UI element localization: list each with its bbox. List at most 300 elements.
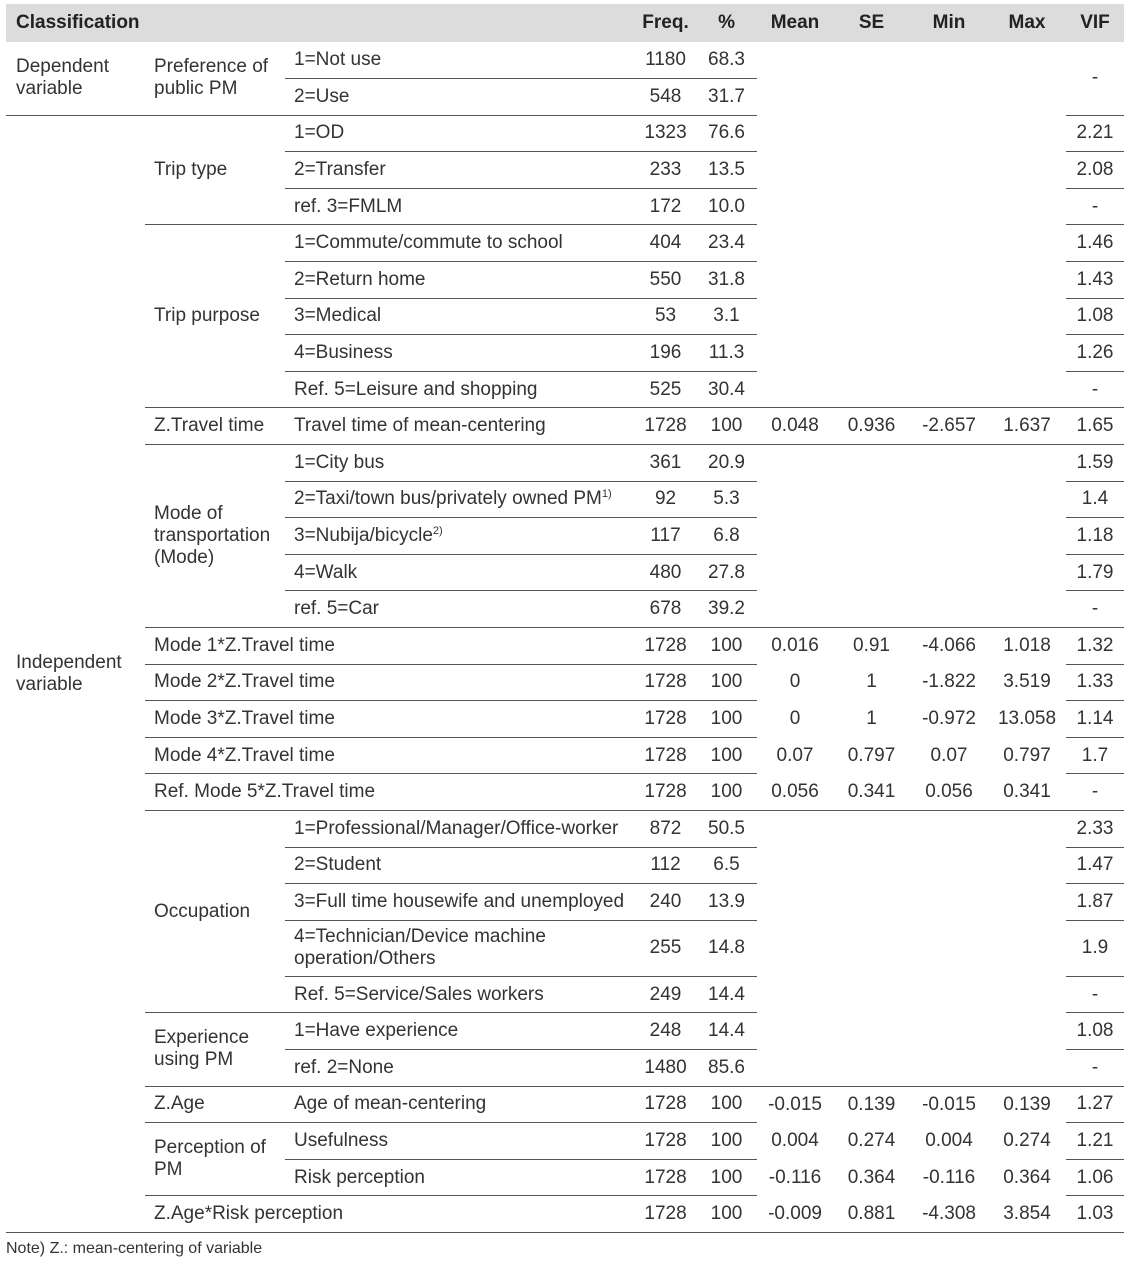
cell-min: -1.822 — [922, 671, 976, 693]
cell-max: 3.854 — [988, 1196, 1066, 1233]
cell-se — [833, 847, 910, 884]
header-freq: Freq. — [635, 4, 696, 42]
cell-max — [988, 262, 1066, 299]
cell-vif: 2.08 — [1066, 152, 1124, 189]
cell-se — [833, 445, 910, 482]
cell-min — [910, 884, 988, 921]
level-text: 1=Not use — [294, 49, 382, 71]
cell-vif: - — [1066, 774, 1124, 811]
cell-vif: - — [1066, 976, 1124, 1013]
header-classification: Classification — [6, 4, 635, 42]
cell-se: 1 — [866, 671, 877, 693]
cell-se: 0.341 — [833, 774, 910, 811]
cell-freq: 1728 — [635, 628, 696, 665]
level-text: 4=Business — [294, 342, 393, 364]
cell-max — [988, 445, 1066, 482]
level-text: 2=Return home — [294, 268, 426, 290]
level-text: 1=Have experience — [294, 1020, 459, 1042]
variable-name: Preference of public PM — [145, 42, 285, 115]
cell-min — [910, 554, 988, 591]
cell-freq: 1728 — [635, 664, 696, 701]
cell-pct: 14.4 — [696, 976, 757, 1013]
level-text: 2=Transfer — [294, 159, 386, 181]
cell-vif: 1.08 — [1066, 1013, 1124, 1050]
header-min: Min — [910, 4, 988, 42]
cell-vif: 1.03 — [1066, 1196, 1124, 1233]
cell-min — [910, 298, 988, 335]
cell-freq: 550 — [635, 262, 696, 299]
cell-vif: - — [1066, 371, 1124, 408]
cell-freq: 92 — [635, 481, 696, 518]
level-text: 2=Taxi/town bus/privately owned PM — [294, 488, 602, 510]
cell-pct: 100 — [696, 737, 757, 774]
group-independent: Independent variable — [6, 115, 145, 1232]
cell-mean: 0 — [789, 671, 801, 693]
cell-min: -2.657 — [910, 408, 988, 445]
level-label — [285, 188, 635, 225]
cell-min — [910, 920, 988, 976]
cell-max — [988, 481, 1066, 518]
cell-max: 0.797 — [1003, 744, 1051, 766]
cell-max — [988, 42, 1066, 79]
cell-vif: 1.46 — [1066, 225, 1124, 262]
cell-mean — [757, 371, 833, 408]
variable-name: Trip purpose — [145, 225, 285, 408]
variable-name: Mode 4*Z.Travel time — [145, 737, 635, 774]
cell-max: 0.364 — [1003, 1166, 1051, 1188]
cell-se — [833, 262, 910, 299]
header-mean: Mean — [757, 4, 833, 42]
cell-se — [833, 115, 910, 152]
cell-pct: 100 — [696, 628, 757, 665]
table-row — [6, 408, 1124, 445]
cell-min: 0.004 — [925, 1129, 973, 1151]
variable-name: Z.Age*Risk perception — [145, 1196, 635, 1233]
level-label — [285, 518, 635, 555]
cell-se: 0.364 — [847, 1166, 896, 1188]
table-row — [6, 1013, 1124, 1050]
cell-mean: 0 — [789, 707, 801, 729]
cell-max — [988, 884, 1066, 921]
cell-se: 0.139 — [833, 1086, 910, 1123]
cell-freq: 1728 — [635, 701, 696, 738]
variable-name: Perception of PM — [145, 1123, 285, 1196]
cell-vif: 1.33 — [1066, 664, 1124, 701]
cell-se: 0.274 — [847, 1129, 896, 1151]
level-label — [285, 920, 635, 976]
cell-pct: 27.8 — [696, 554, 757, 591]
cell-vif: 1.27 — [1066, 1086, 1124, 1123]
cell-vif: 1.18 — [1066, 518, 1124, 555]
variable-name: Experience using PM — [145, 1013, 285, 1086]
level-label — [285, 481, 635, 518]
table-row — [6, 1123, 1124, 1160]
cell-pct: 31.8 — [696, 262, 757, 299]
cell-freq: 548 — [635, 79, 696, 116]
cell-mean — [757, 920, 833, 976]
table-row — [6, 115, 1124, 152]
cell-max: 0.274 — [1003, 1129, 1051, 1151]
cell-freq: 248 — [635, 1013, 696, 1050]
header-pct: % — [696, 4, 757, 42]
cell-max — [988, 847, 1066, 884]
cell-mean — [757, 79, 833, 116]
cell-pct: 30.4 — [696, 371, 757, 408]
level-label — [285, 884, 635, 921]
cell-max — [988, 976, 1066, 1013]
cell-pct: 39.2 — [696, 591, 757, 628]
level-label — [285, 152, 635, 189]
level-label — [285, 262, 635, 299]
header-vif: VIF — [1066, 4, 1124, 42]
cell-freq: 525 — [635, 371, 696, 408]
cell-vif: 1.7 — [1066, 737, 1124, 774]
cell-max — [988, 188, 1066, 225]
cell-max — [988, 810, 1066, 847]
cell-max — [988, 298, 1066, 335]
variable-name: Ref. Mode 5*Z.Travel time — [145, 774, 635, 811]
cell-mean — [757, 518, 833, 555]
cell-pct: 100 — [696, 774, 757, 811]
cell-min — [910, 976, 988, 1013]
cell-freq: 1728 — [635, 737, 696, 774]
cell-min — [910, 847, 988, 884]
level-text: 3=Nubija/bicycle — [294, 525, 433, 547]
variable-name: Mode 3*Z.Travel time — [145, 701, 635, 738]
footnote-marker: 1) — [601, 488, 612, 501]
cell-min — [910, 152, 988, 189]
cell-vif: 1.43 — [1066, 262, 1124, 299]
cell-vif: 1.9 — [1066, 920, 1124, 976]
cell-mean: -0.116 — [768, 1166, 822, 1188]
level-label — [285, 591, 635, 628]
cell-vif: - — [1066, 1049, 1124, 1086]
cell-freq: 255 — [635, 920, 696, 976]
cell-se — [833, 335, 910, 372]
cell-max: 0.341 — [988, 774, 1066, 811]
level-label — [285, 408, 635, 445]
cell-mean — [757, 884, 833, 921]
level-text: 3=Medical — [294, 305, 382, 327]
table-row — [6, 628, 1124, 665]
cell-max — [988, 225, 1066, 262]
cell-vif: - — [1066, 591, 1124, 628]
cell-min — [910, 188, 988, 225]
cell-se — [833, 591, 910, 628]
level-text: 1=OD — [294, 122, 345, 144]
cell-min — [910, 591, 988, 628]
cell-max — [988, 518, 1066, 555]
cell-pct: 13.5 — [696, 152, 757, 189]
cell-freq: 53 — [635, 298, 696, 335]
table-row — [6, 42, 1124, 79]
cell-mean: 0.004 — [771, 1129, 819, 1151]
cell-mean — [757, 225, 833, 262]
header-row — [6, 4, 1124, 42]
cell-pct: 3.1 — [696, 298, 757, 335]
cell-max: 1.637 — [988, 408, 1066, 445]
cell-freq: 678 — [635, 591, 696, 628]
level-text: Ref. 5=Leisure and shopping — [294, 378, 538, 400]
cell-mean — [757, 188, 833, 225]
cell-min — [910, 371, 988, 408]
cell-min — [910, 262, 988, 299]
variable-name: Occupation — [145, 810, 285, 1012]
cell-min — [910, 115, 988, 152]
level-label — [285, 847, 635, 884]
cell-mean — [757, 810, 833, 847]
cell-se — [833, 1013, 910, 1050]
cell-se — [833, 884, 910, 921]
variable-name: Z.Travel time — [145, 408, 285, 445]
table-row — [6, 810, 1124, 847]
cell-min — [910, 445, 988, 482]
cell-mean: -0.009 — [757, 1196, 833, 1233]
cell-min — [910, 481, 988, 518]
table-note: Note) Z.: mean-centering of variable — [6, 1240, 263, 1257]
cell-vif: 2.21 — [1066, 115, 1124, 152]
cell-freq: 1728 — [635, 1086, 696, 1123]
cell-se — [833, 976, 910, 1013]
table-row — [6, 664, 1124, 701]
level-text: Usefulness — [294, 1129, 388, 1151]
cell-se — [833, 152, 910, 189]
level-text: ref. 2=None — [294, 1056, 394, 1078]
cell-mean: 0.056 — [757, 774, 833, 811]
cell-max: 3.519 — [1003, 671, 1051, 693]
level-label — [285, 976, 635, 1013]
cell-min — [910, 1013, 988, 1050]
cell-pct: 76.6 — [696, 115, 757, 152]
cell-freq: 1728 — [635, 774, 696, 811]
level-text: 4=Walk — [294, 561, 358, 583]
cell-pct: 68.3 — [696, 42, 757, 79]
cell-se — [833, 810, 910, 847]
cell-min: -4.066 — [910, 628, 988, 665]
cell-pct: 23.4 — [696, 225, 757, 262]
cell-vif: 1.87 — [1066, 884, 1124, 921]
cell-vif: - — [1066, 188, 1124, 225]
cell-vif: 1.26 — [1066, 335, 1124, 372]
level-label — [285, 554, 635, 591]
level-text: 2=Student — [294, 854, 382, 876]
cell-mean: 0.016 — [757, 628, 833, 665]
cell-mean — [757, 976, 833, 1013]
cell-max — [988, 371, 1066, 408]
cell-freq: 404 — [635, 225, 696, 262]
cell-mean — [757, 847, 833, 884]
cell-mean — [757, 335, 833, 372]
cell-se — [833, 920, 910, 976]
cell-pct: 14.8 — [696, 920, 757, 976]
level-label — [285, 445, 635, 482]
cell-max: 0.139 — [988, 1086, 1066, 1123]
cell-mean — [757, 554, 833, 591]
variable-name: Mode of transportation (Mode) — [145, 445, 285, 628]
level-label — [285, 1159, 635, 1196]
cell-se: 0.797 — [847, 744, 896, 766]
cell-vif: 1.14 — [1066, 701, 1124, 738]
cell-vif: 1.08 — [1066, 298, 1124, 335]
cell-mean — [757, 298, 833, 335]
cell-max — [988, 1049, 1066, 1086]
cell-pct: 20.9 — [696, 445, 757, 482]
level-text: Age of mean-centering — [294, 1093, 487, 1115]
cell-freq: 196 — [635, 335, 696, 372]
cell-pct: 100 — [696, 664, 757, 701]
cell-freq: 1180 — [635, 42, 696, 79]
level-label — [285, 1013, 635, 1050]
cell-min: -0.972 — [922, 707, 976, 729]
cell-se — [833, 1049, 910, 1086]
level-label — [285, 79, 635, 116]
cell-min: 0.07 — [930, 744, 968, 766]
cell-pct: 10.0 — [696, 188, 757, 225]
cell-vif: 2.33 — [1066, 810, 1124, 847]
level-text: ref. 3=FMLM — [294, 195, 403, 217]
cell-pct: 100 — [696, 1196, 757, 1233]
table-row — [6, 225, 1124, 262]
cell-pct: 13.9 — [696, 884, 757, 921]
cell-pct: 100 — [696, 1123, 757, 1160]
cell-min — [910, 335, 988, 372]
cell-freq: 233 — [635, 152, 696, 189]
group-dependent: Dependent variable — [6, 42, 145, 115]
level-text: 1=City bus — [294, 451, 385, 473]
cell-freq: 872 — [635, 810, 696, 847]
cell-mean: 0.048 — [757, 408, 833, 445]
cell-freq: 1728 — [635, 1123, 696, 1160]
cell-mean — [757, 481, 833, 518]
cell-mean — [757, 115, 833, 152]
cell-max — [988, 79, 1066, 116]
variable-name: Mode 1*Z.Travel time — [145, 628, 635, 665]
cell-freq: 1323 — [635, 115, 696, 152]
cell-pct: 85.6 — [696, 1049, 757, 1086]
cell-max — [988, 335, 1066, 372]
cell-freq: 172 — [635, 188, 696, 225]
cell-se: 1 — [866, 707, 877, 729]
cell-max — [988, 115, 1066, 152]
cell-freq: 117 — [635, 518, 696, 555]
cell-freq: 480 — [635, 554, 696, 591]
cell-max — [988, 1013, 1066, 1050]
level-text: 3=Full time housewife and unemployed — [294, 890, 625, 912]
footnote-marker: 2) — [432, 525, 443, 538]
cell-freq: 361 — [635, 445, 696, 482]
cell-se: 0.91 — [833, 628, 910, 665]
cell-max: 13.058 — [997, 707, 1057, 729]
cell-vif: 1.21 — [1066, 1123, 1124, 1160]
level-text: 4=Technician/Device machine operation/Others — [294, 926, 546, 970]
cell-pct: 100 — [696, 701, 757, 738]
cell-se: 0.936 — [833, 408, 910, 445]
cell-freq: 112 — [635, 847, 696, 884]
cell-vif: 1.59 — [1066, 445, 1124, 482]
cell-vif: 1.4 — [1066, 481, 1124, 518]
cell-vif: 1.06 — [1066, 1159, 1124, 1196]
cell-mean — [757, 591, 833, 628]
cell-pct: 5.3 — [696, 481, 757, 518]
cell-vif: 1.65 — [1066, 408, 1124, 445]
cell-min: 0.056 — [910, 774, 988, 811]
cell-se — [833, 554, 910, 591]
level-text: Ref. 5=Service/Sales workers — [294, 983, 544, 1005]
cell-min: -4.308 — [910, 1196, 988, 1233]
level-text: 2=Use — [294, 85, 350, 107]
cell-pct: 100 — [696, 1159, 757, 1196]
cell-vif: 1.32 — [1066, 628, 1124, 665]
cell-max — [988, 152, 1066, 189]
level-label — [285, 298, 635, 335]
cell-vif: 1.79 — [1066, 554, 1124, 591]
cell-max — [988, 554, 1066, 591]
cell-pct: 6.8 — [696, 518, 757, 555]
cell-vif: 1.47 — [1066, 847, 1124, 884]
table-row — [6, 445, 1124, 482]
cell-min — [910, 225, 988, 262]
variable-name: Mode 2*Z.Travel time — [145, 664, 635, 701]
cell-pct: 100 — [696, 1086, 757, 1123]
cell-mean — [757, 1049, 833, 1086]
table-row — [6, 737, 1124, 774]
cell-se — [833, 518, 910, 555]
cell-freq: 1728 — [635, 1196, 696, 1233]
cell-se — [833, 481, 910, 518]
header-se: SE — [833, 4, 910, 42]
cell-se — [833, 79, 910, 116]
cell-min: -0.116 — [922, 1166, 976, 1188]
level-label — [285, 1049, 635, 1086]
cell-max — [988, 920, 1066, 976]
level-label — [285, 115, 635, 152]
cell-se — [833, 42, 910, 79]
cell-min: -0.015 — [910, 1086, 988, 1123]
cell-se — [833, 298, 910, 335]
table-row — [6, 774, 1124, 811]
cell-se — [833, 225, 910, 262]
level-label — [285, 335, 635, 372]
descriptive-statistics-table — [6, 4, 1124, 1233]
cell-pct: 50.5 — [696, 810, 757, 847]
cell-max: 1.018 — [988, 628, 1066, 665]
table-row — [6, 701, 1124, 738]
cell-mean — [757, 42, 833, 79]
variable-name: Z.Age — [145, 1086, 285, 1123]
cell-pct: 11.3 — [696, 335, 757, 372]
cell-mean: -0.015 — [757, 1086, 833, 1123]
cell-min — [910, 79, 988, 116]
cell-freq: 249 — [635, 976, 696, 1013]
cell-pct: 100 — [696, 408, 757, 445]
level-text: ref. 5=Car — [294, 598, 380, 620]
cell-freq: 1480 — [635, 1049, 696, 1086]
cell-se — [833, 371, 910, 408]
level-text: 1=Commute/commute to school — [294, 232, 563, 254]
level-label — [285, 1086, 635, 1123]
cell-se — [833, 188, 910, 225]
header-max: Max — [988, 4, 1066, 42]
level-label — [285, 1123, 635, 1160]
cell-freq: 1728 — [635, 408, 696, 445]
cell-min — [910, 42, 988, 79]
level-text: 1=Professional/Manager/Office-worker — [294, 817, 619, 839]
cell-mean — [757, 152, 833, 189]
cell-pct: 6.5 — [696, 847, 757, 884]
cell-freq: 240 — [635, 884, 696, 921]
cell-min — [910, 810, 988, 847]
level-text: Risk perception — [294, 1166, 425, 1188]
